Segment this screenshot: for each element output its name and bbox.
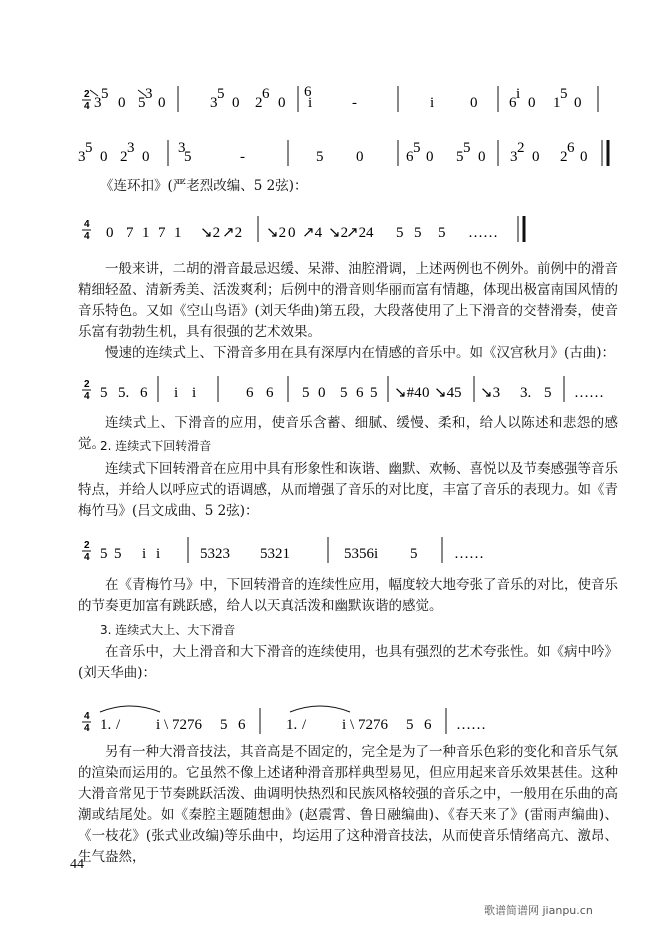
svg-text:0: 0 — [100, 149, 108, 165]
svg-text:i: i — [174, 385, 179, 401]
svg-text:0: 0 — [422, 385, 430, 401]
svg-text:5: 5 — [413, 140, 421, 156]
svg-text:↗2: ↗2 — [346, 225, 367, 241]
svg-text:5: 5 — [85, 140, 93, 156]
svg-text:-: - — [352, 95, 357, 111]
time-signature-bottom: 4 — [84, 723, 90, 734]
continuation-ellipsis: …… — [468, 225, 498, 241]
svg-text:5: 5 — [114, 546, 122, 562]
paragraph-2: 慢速的连续式上、下滑音多用在具有深厚内在情感的音乐中。如《汉宫秋月》(古曲)： — [105, 345, 616, 361]
svg-text:\: \ — [350, 717, 355, 733]
notation-example-6 — [60, 704, 620, 738]
svg-text:0: 0 — [142, 149, 150, 165]
notation-example-2 — [60, 136, 620, 170]
svg-text:\: \ — [164, 717, 169, 733]
heading-3: 3. 连续式大上、大下滑音 — [100, 623, 236, 637]
svg-text:0: 0 — [278, 95, 286, 111]
svg-text:5: 5 — [220, 717, 228, 733]
svg-text:2: 2 — [255, 95, 263, 111]
svg-text:0: 0 — [528, 95, 536, 111]
svg-text:↘2: ↘2 — [266, 225, 287, 241]
svg-text:5321: 5321 — [260, 546, 290, 562]
svg-text:3: 3 — [178, 140, 186, 156]
svg-text:0: 0 — [478, 149, 486, 165]
svg-text:0: 0 — [106, 225, 114, 241]
time-signature-top: 2 — [84, 379, 90, 390]
svg-text:5: 5 — [217, 86, 225, 102]
svg-text:7276: 7276 — [358, 717, 388, 733]
time-signature-top: 4 — [84, 219, 90, 230]
time-signature-top: 4 — [84, 711, 90, 722]
continuation-ellipsis: …… — [574, 385, 604, 401]
svg-text:i: i — [308, 95, 313, 111]
paragraph-7: 另有一种大滑音技法，其音高是不固定的，完全是为了一种音乐色彩的变化和音乐气氛的渲染而运用的。它虽然不像上述诸种滑音那样典型易见，但应用起来音乐效果甚佳。这种大滑音常见于节奏跳跃活泼、曲调明快热烈和民族风格较强的音乐之中，一般用在乐曲的高潮或结尾处。如《秦腔主题随想曲》(赵震霄、鲁日融编曲)、《春天来了》(雷雨声编曲)、《一枝花》(张式业改编)等乐曲中，均运用了这种滑音技法，从而使音乐情绪高亢、激昂、生气盎然， — [78, 744, 618, 865]
svg-text:6: 6 — [246, 385, 254, 401]
svg-text:5: 5 — [544, 385, 552, 401]
notation-example-3 — [60, 212, 620, 246]
svg-text:6: 6 — [266, 385, 274, 401]
svg-text:5: 5 — [406, 717, 414, 733]
svg-text:5: 5 — [438, 225, 446, 241]
svg-text:3: 3 — [145, 86, 153, 102]
caption-lianhuankou: 《连环扣》(严老烈改编、5 2弦)： — [100, 178, 308, 194]
svg-text:5: 5 — [560, 86, 568, 102]
score-3-notes — [106, 216, 524, 242]
svg-text:5: 5 — [340, 385, 348, 401]
svg-text:1: 1 — [174, 225, 182, 241]
svg-text:5: 5 — [184, 149, 192, 165]
svg-text:3: 3 — [127, 140, 135, 156]
paragraph-3: 连续式上、下滑音的应用，使音乐含蓄、细腻、缓慢、柔和，给人以陈述和悲怨的感觉。 — [78, 415, 618, 452]
svg-text:5: 5 — [396, 225, 404, 241]
svg-text:0: 0 — [356, 149, 364, 165]
svg-text:2: 2 — [120, 149, 128, 165]
svg-text:2: 2 — [560, 149, 568, 165]
svg-text:7: 7 — [158, 225, 166, 241]
paragraph-1: 一般来讲，二胡的滑音最忌迟缓、呆滞、油腔滑调，上述两例也不例外。前例中的滑音精细轻盈、清新秀美、活泼爽利；后例中的滑音则华丽而富有情趣，体现出极富南国风情的音乐特色。又如《空山鸟语》(刘天华曲)第五段，大段落使用了上下滑音的交替滑奏，使音乐富有勃勃生机，具有很强的艺术效果。 — [78, 261, 618, 340]
time-signature-top: 2 — [84, 540, 90, 551]
svg-text:7276: 7276 — [172, 717, 202, 733]
svg-text:5: 5 — [370, 385, 378, 401]
time-signature-bottom: 4 — [84, 552, 90, 563]
paragraph-6: 在音乐中，大上滑音和大下滑音的连续使用，也具有强烈的艺术夸张性。如《病中吟》(刘天华曲)： — [78, 644, 618, 681]
svg-text:0: 0 — [118, 95, 126, 111]
svg-text:5.: 5. — [118, 385, 130, 401]
svg-text:5: 5 — [410, 546, 418, 562]
paragraph-5: 在《青梅竹马》中，下回转滑音的连续性应用，幅度较大地夸张了音乐的对比，使音乐的节奏更加富有跳跃感，给人以天真活泼和幽默诙谐的感觉。 — [78, 577, 618, 614]
continuation-ellipsis: …… — [456, 717, 486, 733]
svg-text:/: / — [116, 717, 121, 733]
time-signature-bottom: 4 — [84, 101, 90, 112]
svg-text:0: 0 — [470, 95, 478, 111]
svg-text:0: 0 — [288, 225, 296, 241]
svg-text:5: 5 — [454, 385, 462, 401]
svg-text:↘#4: ↘#4 — [394, 385, 422, 401]
svg-text:6: 6 — [304, 84, 312, 100]
svg-text:3: 3 — [210, 95, 218, 111]
svg-text:6: 6 — [406, 149, 414, 165]
svg-text:5: 5 — [316, 149, 324, 165]
svg-text:7: 7 — [126, 225, 134, 241]
notation-example-1 — [60, 82, 620, 116]
svg-text:i: i — [156, 717, 161, 733]
svg-text:i: i — [516, 86, 521, 102]
svg-text:0: 0 — [580, 149, 588, 165]
svg-text:0: 0 — [318, 385, 326, 401]
svg-text:↗4: ↗4 — [302, 225, 323, 241]
svg-text:6: 6 — [238, 717, 246, 733]
svg-text:6: 6 — [262, 86, 270, 102]
svg-text:5: 5 — [101, 86, 109, 102]
score-6-notes — [100, 708, 486, 734]
score-2-notes — [78, 140, 608, 166]
svg-text:4: 4 — [366, 225, 374, 241]
page-number: 44 — [70, 857, 84, 872]
time-signature-bottom: 4 — [84, 391, 90, 402]
svg-text:3: 3 — [94, 95, 102, 111]
svg-text:↘3: ↘3 — [480, 385, 501, 401]
svg-text:i: i — [192, 385, 197, 401]
svg-text:1.: 1. — [286, 717, 298, 733]
svg-text:0: 0 — [158, 95, 166, 111]
svg-text:i: i — [156, 546, 161, 562]
svg-text:i: i — [142, 546, 147, 562]
svg-text:-: - — [240, 149, 245, 165]
svg-text:0: 0 — [232, 95, 240, 111]
time-signature-top: 2 — [84, 89, 90, 100]
svg-text:↗2: ↗2 — [222, 225, 243, 241]
svg-text:5: 5 — [100, 385, 108, 401]
svg-text:6: 6 — [424, 717, 432, 733]
svg-text:0: 0 — [574, 95, 582, 111]
continuation-ellipsis: …… — [454, 546, 484, 562]
svg-text:5: 5 — [456, 149, 464, 165]
svg-text:5356i: 5356i — [344, 546, 379, 562]
svg-text:6: 6 — [140, 385, 148, 401]
svg-text:↘2: ↘2 — [328, 225, 349, 241]
svg-text:2: 2 — [517, 140, 525, 156]
svg-text:i: i — [342, 717, 347, 733]
svg-text:i: i — [430, 95, 435, 111]
watermark: 歌谱简谱网 jianpu.cn — [484, 904, 593, 917]
notation-example-4 — [60, 372, 620, 406]
svg-text:6: 6 — [509, 95, 517, 111]
svg-text:6: 6 — [356, 385, 364, 401]
svg-text:3: 3 — [78, 149, 86, 165]
svg-text:5323: 5323 — [200, 546, 230, 562]
svg-text:0: 0 — [426, 149, 434, 165]
svg-text:0: 0 — [532, 149, 540, 165]
svg-text:↘2: ↘2 — [200, 225, 221, 241]
time-signature-bottom: 4 — [84, 231, 90, 242]
svg-text:1.: 1. — [100, 717, 112, 733]
svg-text:5: 5 — [302, 385, 310, 401]
svg-text:5: 5 — [463, 140, 471, 156]
svg-text:3.: 3. — [520, 385, 532, 401]
svg-text:1: 1 — [142, 225, 150, 241]
svg-text:1: 1 — [553, 95, 561, 111]
svg-text:/: / — [302, 717, 307, 733]
notation-example-5 — [60, 533, 620, 567]
svg-text:3: 3 — [510, 149, 518, 165]
svg-text:5: 5 — [100, 546, 108, 562]
svg-text:6: 6 — [567, 140, 575, 156]
heading-2: 2. 连续式下回转滑音 — [100, 439, 212, 453]
score-4-notes — [100, 376, 604, 402]
paragraph-4: 连续式下回转滑音在应用中具有形象性和诙谐、幽默、欢畅、喜悦以及节奏感强等音乐特点，并给人以呼应式的语调感，从而增强了音乐的对比度，丰富了音乐的表现力。如《青梅竹马》(吕文成曲、5 2弦)： — [78, 461, 618, 519]
score-5-notes — [100, 537, 484, 563]
svg-text:5: 5 — [414, 225, 422, 241]
score-1-notes — [90, 84, 598, 112]
svg-text:5: 5 — [138, 95, 146, 111]
svg-text:↘4: ↘4 — [434, 385, 455, 401]
